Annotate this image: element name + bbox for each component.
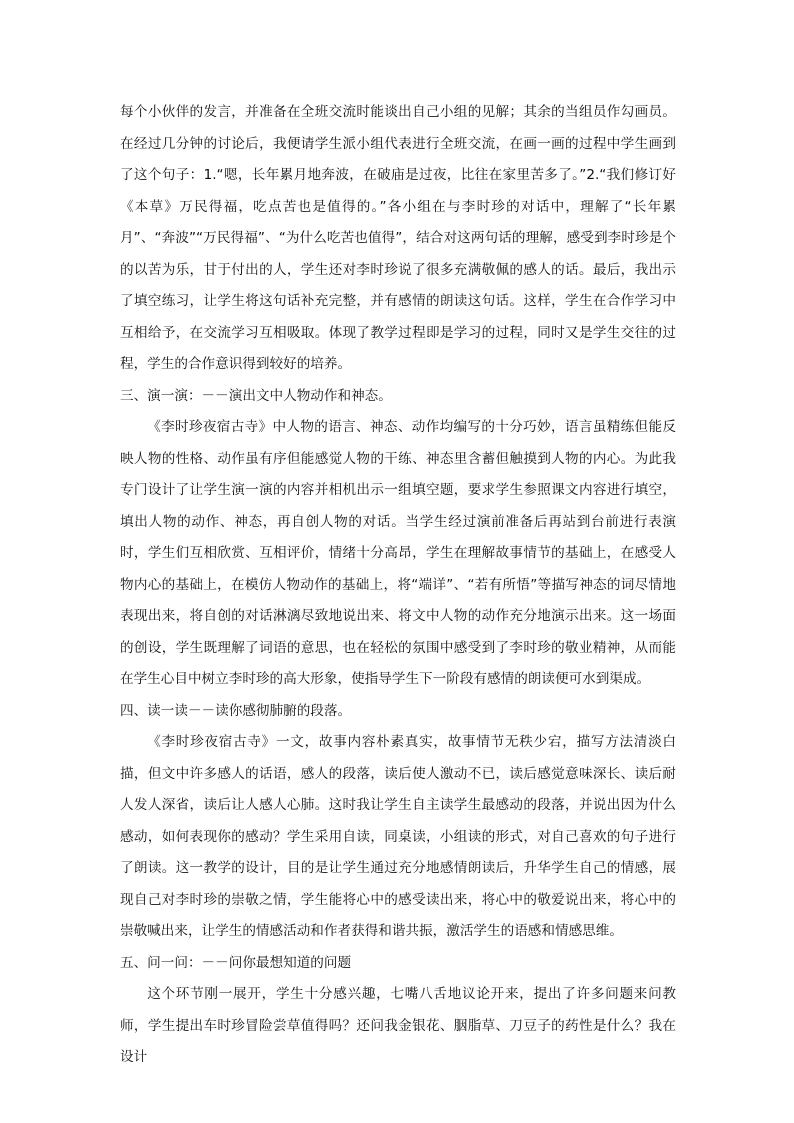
paragraph-act-out: 《李时珍夜宿古寺》中人物的语言、神态、动作均编写的十分巧妙，语言虽精练但能反映人物的性格、动作虽有序但能感觉人物的干练、神态里含蓄但触摸到人物的内心。为此我专门设计了让学生演一演的内容并相机出示一组填空题，要求学生参照课文内容进行填空，填出人物的动作、神态，再自创人物的对话。当学生经过演前准备后再站到台前进行表演时，学生们互相欣赏、互相评价，情绪十分高昂，学生在理解故事情节的基础上，在感受人物内心的基础上，在模仿人物动作的基础上，将“端详”、“若有所悟”等描写神态的词尽情地表现出来，将自创的对话淋漓尽致地说出来、将文中人物的动作充分地演示出来。这一场面的创设，学生既理解了词语的意思，也在轻松的氛围中感受到了李时珍的敬业精神，从而能在学生心目中树立李时珍的高大形象，使指导学生下一阶段有感情的朗读便可水到渠成。 [120, 419, 676, 687]
document-page [120, 97, 676, 1074]
paragraph-group-discussion: 每个小伙伴的发言，并准备在全班交流时能谈出自己小组的见解；其余的当组员作勾画员。在经过几分钟的讨论后，我便请学生派小组代表进行全班交流，在画一画的过程中学生画到了这个句子：1.“嗯，长年累月地奔波，在破庙是过夜，比往在家里苦多了。”2.“我们修订好《本草》万民得福，吃点苦也是值得的。”各小组在与李时珍的对话中，理解了“长年累月”、“奔波”“万民得福”、“为什么吃苦也值得”，结合对这两句话的理解，感受到李时珍是个的以苦为乐，甘于付出的人，学生还对李时珍说了很多充满敬佩的感人的话。最后，我出示了填空练习，让学生将这句话补充完整，并有感情的朗读这句话。这样，学生在合作学习中互相给予，在交流学习互相吸取。体现了教学过程即是学习的过程，同时又是学生交往的过程，学生的合作意识得到较好的培养。 [120, 104, 676, 372]
paragraph-ask: 这个环节刚一展开，学生十分感兴趣，七嘴八舌地议论开来，提出了许多问题来问教师，学生提出车时珍冒险尝草值得吗？还问我金银花、胭脂草、刀豆子的药性是什么？我在设计 [120, 986, 676, 1065]
section-heading-read: 四、读一读－－读你感彻肺腑的段落。 [120, 702, 352, 719]
section-heading-act-out: 三、演一演：－－演出文中人物动作和神态。 [120, 387, 392, 404]
section-heading-ask: 五、问一问：－－问你最想知道的问题 [120, 954, 352, 971]
paragraph-read: 《李时珍夜宿古寺》一文，故事内容朴素真实，故事情节无秩少宕，描写方法清淡白描，但文中许多感人的话语，感人的段落，读后使人激动不已，读后感觉意味深长、读后耐人发人深省，读后让人感人心肺。这时我让学生自主读学生最感动的段落，并说出因为什么感动，如何表现你的感动？学生采用自读，同桌读，小组读的形式，对自己喜欢的句子进行了朗读。这一教学的设计，目的是让学生通过充分地感情朗读后，升华学生自己的情感，展现自己对李时珍的崇敬之情，学生能将心中的感受读出来，将心中的敬爱说出来，将心中的崇敬喊出来，让学生的情感活动和作者获得和谐共振，激活学生的语感和情感思维。 [120, 734, 676, 939]
